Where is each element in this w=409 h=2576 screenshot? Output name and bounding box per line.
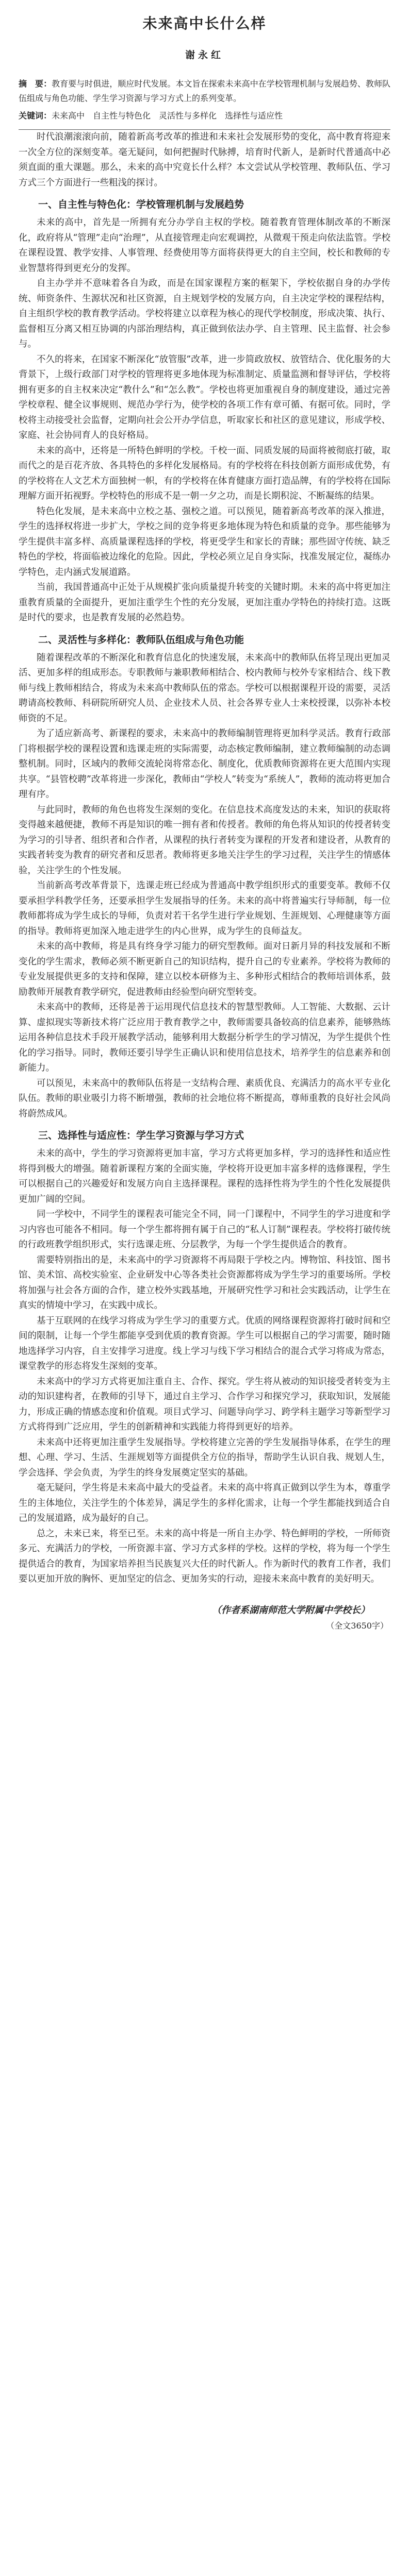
paragraph: 毫无疑问，学生将是未来高中最大的受益者。未来的高中将真正做到以学生为本，尊重学生的主体地位，关注学生的个体差异，满足学生的多样化需求，让每一个学生都能找到适合自己的发展道路，成为最好的自己。 <box>19 1483 390 1523</box>
keywords-text: 未来高中 自主性与特色化 灵活性与多样化 选择性与适应性 <box>52 111 283 121</box>
paragraph: 未来的高中教师，将是具有终身学习能力的研究型教师。面对日新月异的科技发展和不断变化的学生需求，教师必须不断更新自己的知识结构，提升自己的专业素养。学校将为教师的专业发展提供更多的支持和保障，建立以校本研修为主、多种形式相结合的教师培训体系，鼓励教师开展教育教学研究，促进教师由经验型向研究型转变。 <box>19 941 390 997</box>
section-2 <box>19 632 390 1122</box>
section-3 <box>19 1128 390 1587</box>
intro-block <box>19 130 390 191</box>
section-heading: 二、灵活性与多样化：教师队伍组成与角色功能 <box>38 634 244 646</box>
paragraph: 当前新高考改革背景下，选课走班已经成为普通高中教学组织形式的重要变革。教师不仅要承担学科教学任务，还要承担学生发展指导的任务。未来的高中将普遍实行导师制，每一位教师都将成为学生成长的导师，负责对若干名学生进行学业规划、生涯规划、心理健康等方面的指导。教师将更加深入地走进学生的内心世界，成为学生的良师益友。 <box>19 880 390 937</box>
paragraph: 基于互联网的在线学习将成为学生学习的重要方式。优质的网络课程资源将打破时间和空间的限制，让每一个学生都能享受到优质的教育资源。学生可以根据自己的学习需要，随时随地选择学习内容，自主安排学习进度。线上学习与线下学习相结合的混合式学习将成为常态，课堂教学的形态将发生深刻的变革。 <box>19 1315 390 1371</box>
author-affiliation-note: （作者系湖南师范大学附属中学校长） <box>212 1604 370 1616</box>
abstract-label: 摘 要： <box>19 79 52 89</box>
paragraph: 为了适应新高考、新课程的要求，未来高中的教师编制管理将更加科学灵活。教育行政部门将根据学校的课程设置和选课走班的实际需要，动态核定教师编制，建立教师编制的动态调整机制。同时，区域内的教师交流轮岗将常态化、制度化，优质教师资源将在更大范围内实现共享。“县管校聘”改革将进一步深化，教师由“学校人”转变为“系统人”，教师的流动将更加合理有序。 <box>19 728 390 800</box>
paragraph: 未来高中还将更加注重学生发展指导。学校将建立完善的学生发展指导体系，在学生的理想、心理、学习、生活、生涯规划等方面提供全方位的指导，帮助学生认识自我、规划人生，学会选择、学会负责，为学生的终身发展奠定坚实的基础。 <box>19 1437 390 1478</box>
paragraph: 需要特别指出的是，未来高中的学习资源将不再局限于学校之内。博物馆、科技馆、图书馆、美术馆、高校实验室、企业研发中心等各类社会资源都将成为学生学习的重要场所。学校将加强与社会各方面的合作，建立校外实践基地，开展研究性学习和社会实践活动，让学生在真实的情境中学习，在实践中成长。 <box>19 1255 390 1311</box>
paragraph: 未来的高中，学生的学习资源将更加丰富，学习方式将更加多样，学习的选择性和适应性将得到极大的增强。随着新课程方案的全面实施，学校将开设更加丰富多样的选修课程，学生可以根据自己的兴趣爱好和发展方向自主选择课程。课程的选择性将为学生的个性化发展提供更加广阔的空间。 <box>19 1148 390 1205</box>
article-title: 未来高中长什么样 <box>142 15 267 32</box>
paragraph: 与此同时，教师的角色也将发生深刻的变化。在信息技术高度发达的未来，知识的获取将变得越来越便捷，教师不再是知识的唯一拥有者和传授者。教师的角色将从知识的传授者转变为学习的引导者、组织者和合作者，从课程的执行者转变为课程的开发者和建设者，从教育的实践者转变为教育的研究者和反思者。教师将更多地关注学生的学习过程，关注学生的情感体验，关注学生的个性发展。 <box>19 804 390 876</box>
section-heading: 一、自主性与特色化：学校管理机制与发展趋势 <box>38 199 244 210</box>
article-author: 谢永红 <box>185 49 224 61</box>
paragraph: 自主办学并不意味着各自为政，而是在国家课程方案的框架下，学校依据自身的办学传统、师资条件、生源状况和社区资源，自主规划学校的发展方向，自主决定学校的课程结构，自主组织学校的教育教学活动。学校将建立以章程为核心的现代学校制度，形成决策、执行、监督相互分离又相互协调的内部治理结构，真正做到依法办学、自主管理、民主监督、社会参与。 <box>19 278 390 349</box>
paragraph: 随着课程改革的不断深化和教育信息化的快速发展，未来高中的教师队伍将呈现出更加灵活、更加多样的组成形态。专职教师与兼职教师相结合、校内教师与校外专家相结合、线下教师与线上教师相结合，将成为未来高中教师队伍的常态。学校可以根据课程开设的需要，灵活聘请高校教师、科研院所研究人员、企业技术人员、社会各界专业人士来校授课，以弥补本校师资的不足。 <box>19 652 390 724</box>
paragraph: 特色化发展，是未来高中立校之基、强校之道。可以预见，随着新高考改革的深入推进，学生的选择权将进一步扩大，学校之间的竞争将更多地体现为特色和质量的竞争。那些能够为学生提供丰富多样、高质量课程选择的学校，将更受学生和家长的青睐；那些固守传统、缺乏特色的学校，将面临被边缘化的危险。因此，学校必须立足自身实际，找准发展定位，凝练办学特色，走内涵式发展道路。 <box>19 506 390 578</box>
word-count: （全文3650字） <box>326 1620 388 1631</box>
paragraph: 未来的高中，还将是一所特色鲜明的学校。千校一面、同质发展的局面将被彻底打破，取而代之的是百花齐放、各具特色的多样化发展格局。有的学校将在科技创新方面形成优势，有的学校将在人文艺术方面独树一帜，有的学校将在体育健康方面打造品牌，有的学校将在国际理解方面开拓视野。学校特色的形成不是一朝一夕之功，而是长期积淀、不断凝练的结果。 <box>19 445 390 501</box>
keywords <box>19 109 390 123</box>
abstract-text: 教育要与时俱进，顺应时代发展。本文旨在探索未来高中在学校管理机制与发展趋势、教师队伍组成与角色功能、学生学习资源与学习方式上的系列变革。 <box>19 79 390 103</box>
keywords-label: 关键词： <box>19 111 52 121</box>
paragraph: 同一学校中，不同学生的课程表可能完全不同，同一门课程中，不同学生的学习进度和学习内容也可能各不相同。每一个学生都将拥有属于自己的“私人订制”课程表。学校将打破传统的行政班教学组织形式，实行选课走班、分层教学，为每一个学生提供适合的教育。 <box>19 1209 390 1250</box>
paragraph: 未来高中的教师，还将是善于运用现代信息技术的智慧型教师。人工智能、大数据、云计算、虚拟现实等新技术将广泛应用于教育教学之中，教师需要具备较高的信息素养，能够熟练运用各种信息技术手段开展教学活动，能够利用大数据分析学生的学习情况，为学生提供个性化的学习指导。同时，教师还要引导学生正确认识和使用信息技术，培养学生的信息素养和创新能力。 <box>19 1002 390 1073</box>
abstract <box>19 77 390 106</box>
paragraph: 总之，未来已来，将至已至。未来的高中将是一所自主办学、特色鲜明的学校，一所师资多元、充满活力的学校，一所资源丰富、学习方式多样的学校。这样的学校，将为每一个学生提供适合的教育，为国家培养担当民族复兴大任的时代新人。作为新时代的教育工作者，我们要以更加开放的胸怀、更加坚定的信念、更加务实的行动，迎接未来高中教育的美好明天。 <box>19 1528 390 1584</box>
section-1 <box>19 197 390 626</box>
paragraph: 未来的高中，首先是一所拥有充分办学自主权的学校。随着教育管理体制改革的不断深化，政府将从“管理”走向“治理”，从直接管理走向宏观调控，从微观干预走向依法监管。学校在课程设置、教学安排、人事管理、经费使用等方面将获得更大的自主空间，校长和教师的专业智慧将得到更充分的发挥。 <box>19 217 390 274</box>
paragraph: 可以预见，未来高中的教师队伍将是一支结构合理、素质优良、充满活力的高水平专业化队伍。教师的职业吸引力将不断增强，教师的社会地位将不断提高，尊师重教的良好社会风尚将蔚然成风。 <box>19 1078 390 1119</box>
paragraph: 不久的将来，在国家不断深化“放管服”改革，进一步简政放权、放管结合、优化服务的大背景下，上级行政部门对学校的管理将更多地体现为标准制定、质量监测和督导评估，学校将拥有更多的自主权来决定“教什么”和“怎么教”。学校也将更加重视自身的制度建设，通过完善学校章程、健全议事规则、规范办学行为，使学校的各项工作有章可循、有据可依。同时，学校将主动接受社会监督，定期向社会公开办学信息，听取家长和社区的意见建议，形成学校、家庭、社会协同育人的良好格局。 <box>19 354 390 440</box>
section-heading: 三、选择性与适应性：学生学习资源与学习方式 <box>38 1130 244 1141</box>
paragraph: 当前，我国普通高中正处于从规模扩张向质量提升转变的关键时期。未来的高中将更加注重教育质量的全面提升，更加注重学生个性的充分发展，更加注重办学特色的持续打造。这既是时代的要求，也是教育发展的必然趋势。 <box>19 582 390 623</box>
paragraph: 未来高中的学习方式将更加注重自主、合作、探究。学生将从被动的知识接受者转变为主动的知识建构者，在教师的引导下，通过自主学习、合作学习和探究学习，获取知识，发展能力，形成正确的情感态度和价值观。项目式学习、问题导向学习、跨学科主题学习等新型学习方式将得到广泛应用，学生的创新精神和实践能力将得到更好的培养。 <box>19 1376 390 1432</box>
paragraph: 时代浪潮滚滚向前，随着新高考改革的推进和未来社会发展形势的变化，高中教育将迎来一次全方位的深刻变革。毫无疑问，如何把握时代脉搏，培育时代新人，是新时代普通高中必须直面的重大课题。那么，未来的高中究竟长什么样？本文尝试从学校管理、教师队伍、学习方式三个方面进行一些粗浅的探讨。 <box>19 132 390 188</box>
